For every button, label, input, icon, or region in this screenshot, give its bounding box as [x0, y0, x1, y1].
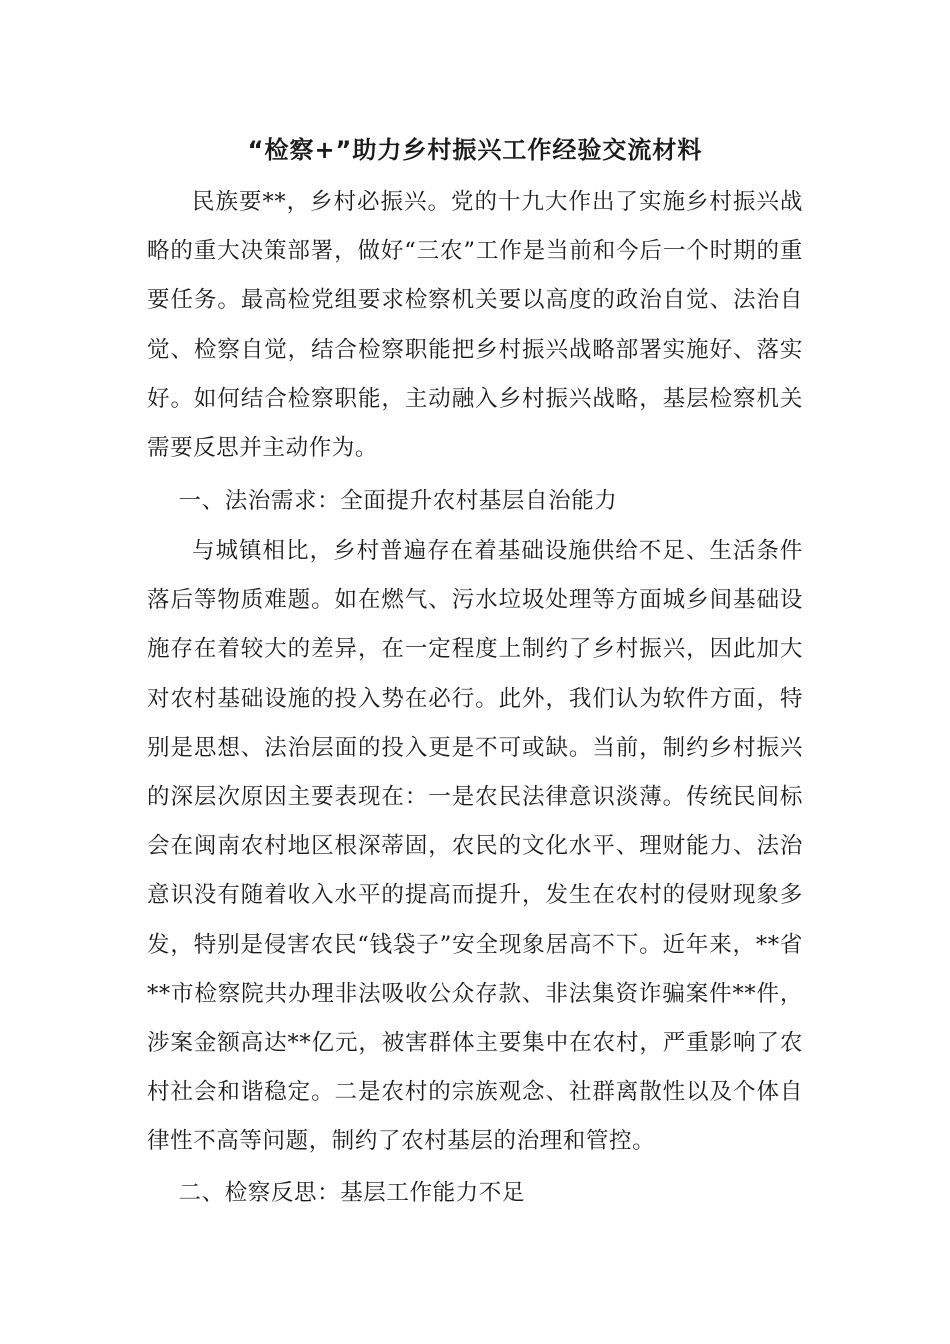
section-heading-block-2: [147, 1169, 803, 1218]
section-heading-1: 一、法治需求：全面提升农村基层自治能力: [178, 488, 618, 514]
paragraph-section-1: 与城镇相比，乡村普遍存在着基础设施供给不足、生活条件落后等物质难题。如在燃气、污水垃圾处理等方面城乡间基础设施存在着较大的差异，在一定程度上制约了乡村振兴，因此加大对农村基础设施的投入势在必行。此外，我们认为软件方面，特别是思想、法治层面的投入更是不可或缺。当前，制约乡村振兴的深层次原因主要表现在：一是农民法律意识淡薄。传统民间标会在闽南农村地区根深蒂固，农民的文化水平、理财能力、法治意识没有随着收入水平的提高而提升，发生在农村的侵财现象多发，特别是侵害农民“钱袋子”安全现象居高不下。近年来，**省**市检察院共办理非法吸收公众存款、非法集资诈骗案件**件，涉案金额高达**亿元，被害群体主要集中在农村，严重影响了农村社会和谐稳定。二是农村的宗族观念、社群离散性以及个体自律性不高等问题，制约了农村基层的治理和管控。: [147, 538, 803, 1155]
document-title: “检察+”助力乡村振兴工作经验交流材料: [247, 136, 703, 164]
section-heading-block-1: [147, 477, 803, 526]
intro-paragraph-block: [147, 178, 803, 473]
paragraph-intro: 民族要**，乡村必振兴。党的十九大作出了实施乡村振兴战略的重大决策部署，做好“三农”工作是当前和今后一个时期的重要任务。最高检党组要求检察机关要以高度的政治自觉、法治自觉、检察自觉，结合检察职能把乡村振兴战略部署实施好、落实好。如何结合检察职能，主动融入乡村振兴战略，基层检察机关需要反思并主动作为。: [147, 189, 803, 462]
section-heading-2: 二、检察反思：基层工作能力不足: [178, 1180, 526, 1206]
section-1-paragraph-block: [147, 527, 803, 1167]
